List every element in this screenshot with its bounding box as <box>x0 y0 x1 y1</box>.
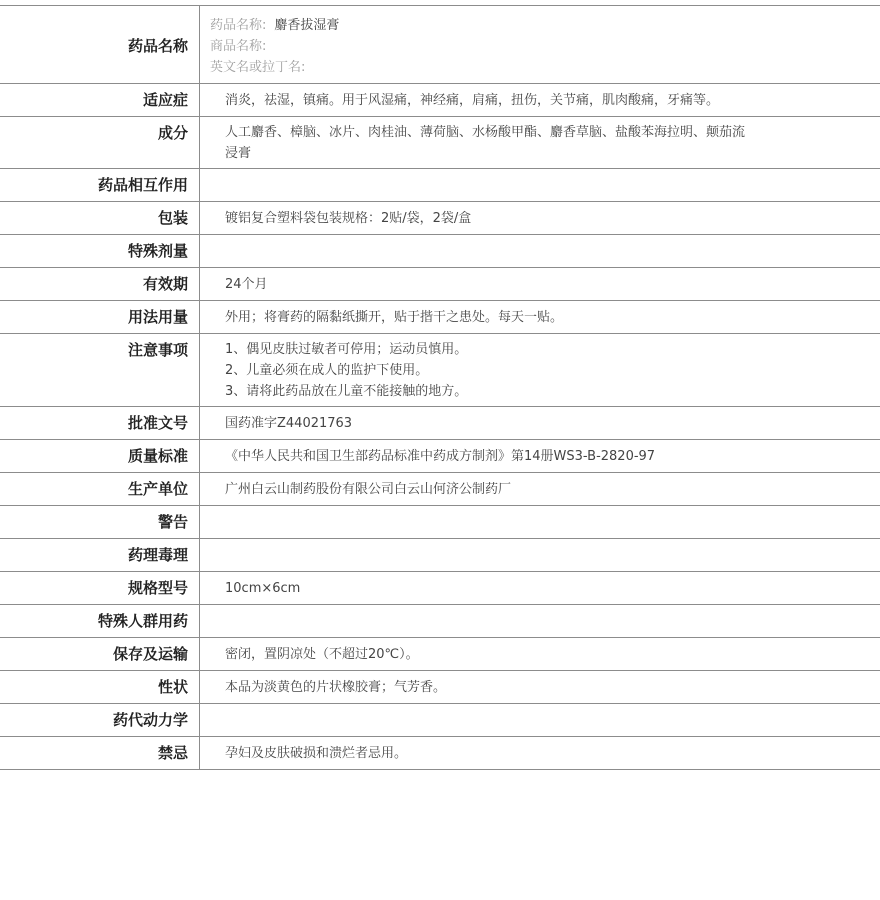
row-label: 有效期 <box>0 268 200 300</box>
row-label: 性状 <box>0 671 200 703</box>
row-label: 注意事项 <box>0 334 200 406</box>
row-label: 药代动力学 <box>0 704 200 736</box>
row-ingredients <box>0 117 880 169</box>
row-label: 药品相互作用 <box>0 169 200 201</box>
row-value: 密闭，置阴凉处（不超过20℃）。 <box>225 647 419 662</box>
row-drug-name <box>0 6 880 84</box>
row-value: 孕妇及皮肤破损和溃烂者忌用。 <box>225 746 408 761</box>
row-warning <box>0 506 880 539</box>
row-storage <box>0 638 880 671</box>
row-label: 药品名称 <box>0 6 200 83</box>
row-value <box>200 169 880 201</box>
row-value <box>200 704 880 736</box>
row-precautions <box>0 334 880 407</box>
row-value: 本品为淡黄色的片状橡胶膏；气芳香。 <box>225 680 447 695</box>
row-value: 外用；将膏药的隔黏纸撕开，贴于揩干之患处。每天一贴。 <box>225 310 564 325</box>
row-label: 特殊剂量 <box>0 235 200 267</box>
row-value <box>200 605 880 637</box>
ingredients-line-2: 浸膏 <box>225 146 252 161</box>
row-pharmacology <box>0 539 880 572</box>
row-value: 消炎，祛湿，镇痛。用于风湿痛，神经痛，肩痛，扭伤，关节痛，肌肉酸痛，牙痛等。 <box>225 93 720 108</box>
row-label: 规格型号 <box>0 572 200 604</box>
row-pharmacokinetics <box>0 704 880 737</box>
row-label: 成分 <box>0 117 200 168</box>
row-label: 禁忌 <box>0 737 200 769</box>
trade-name-key: 商品名称: <box>210 39 267 54</box>
precaution-item: 3、请将此药品放在儿童不能接触的地方。 <box>225 384 468 399</box>
row-appearance <box>0 671 880 704</box>
row-contraindications <box>0 737 880 770</box>
row-quality-standard <box>0 440 880 473</box>
drug-info-table <box>0 5 880 770</box>
row-value: 10cm×6cm <box>225 581 301 596</box>
row-value: 镀铝复合塑料袋包装规格：2贴/袋，2袋/盒 <box>225 211 472 226</box>
row-label: 生产单位 <box>0 473 200 505</box>
row-label: 质量标准 <box>0 440 200 472</box>
row-value <box>200 117 880 168</box>
row-indications <box>0 84 880 117</box>
row-value: 广州白云山制药股份有限公司白云山何济公制药厂 <box>225 482 512 497</box>
row-value <box>200 235 880 267</box>
row-label: 保存及运输 <box>0 638 200 670</box>
row-value: 24个月 <box>225 277 268 292</box>
english-name-key: 英文名或拉丁名: <box>210 60 306 75</box>
row-label: 适应症 <box>0 84 200 116</box>
row-special-groups <box>0 605 880 638</box>
generic-name-line <box>210 15 790 36</box>
row-usage <box>0 301 880 334</box>
precaution-item: 1、偶见皮肤过敏者可停用；运动员慎用。 <box>225 342 468 357</box>
row-label: 特殊人群用药 <box>0 605 200 637</box>
row-value: 国药准字Z44021763 <box>225 416 353 431</box>
generic-name-key: 药品名称: <box>210 18 267 33</box>
precaution-item: 2、儿童必须在成人的监护下使用。 <box>225 363 429 378</box>
row-approval-number <box>0 407 880 440</box>
drug-name-values <box>200 6 880 83</box>
ingredients-line-1: 人工麝香、樟脑、冰片、肉桂油、薄荷脑、水杨酸甲酯、麝香草脑、盐酸苯海拉明、颠茄流 <box>225 125 746 140</box>
generic-name-value: 麝香拔湿膏 <box>274 18 340 33</box>
row-label: 警告 <box>0 506 200 538</box>
row-specification <box>0 572 880 605</box>
row-value <box>200 334 880 406</box>
row-interactions <box>0 169 880 202</box>
row-value: 《中华人民共和国卫生部药品标准中药成方制剂》第14册WS3-B-2820-97 <box>225 449 656 464</box>
row-manufacturer <box>0 473 880 506</box>
row-value <box>200 539 880 571</box>
row-value <box>200 506 880 538</box>
row-label: 批准文号 <box>0 407 200 439</box>
row-label: 药理毒理 <box>0 539 200 571</box>
row-label: 包装 <box>0 202 200 234</box>
row-special-dosage <box>0 235 880 268</box>
row-label: 用法用量 <box>0 301 200 333</box>
row-package <box>0 202 880 235</box>
row-shelf-life <box>0 268 880 301</box>
